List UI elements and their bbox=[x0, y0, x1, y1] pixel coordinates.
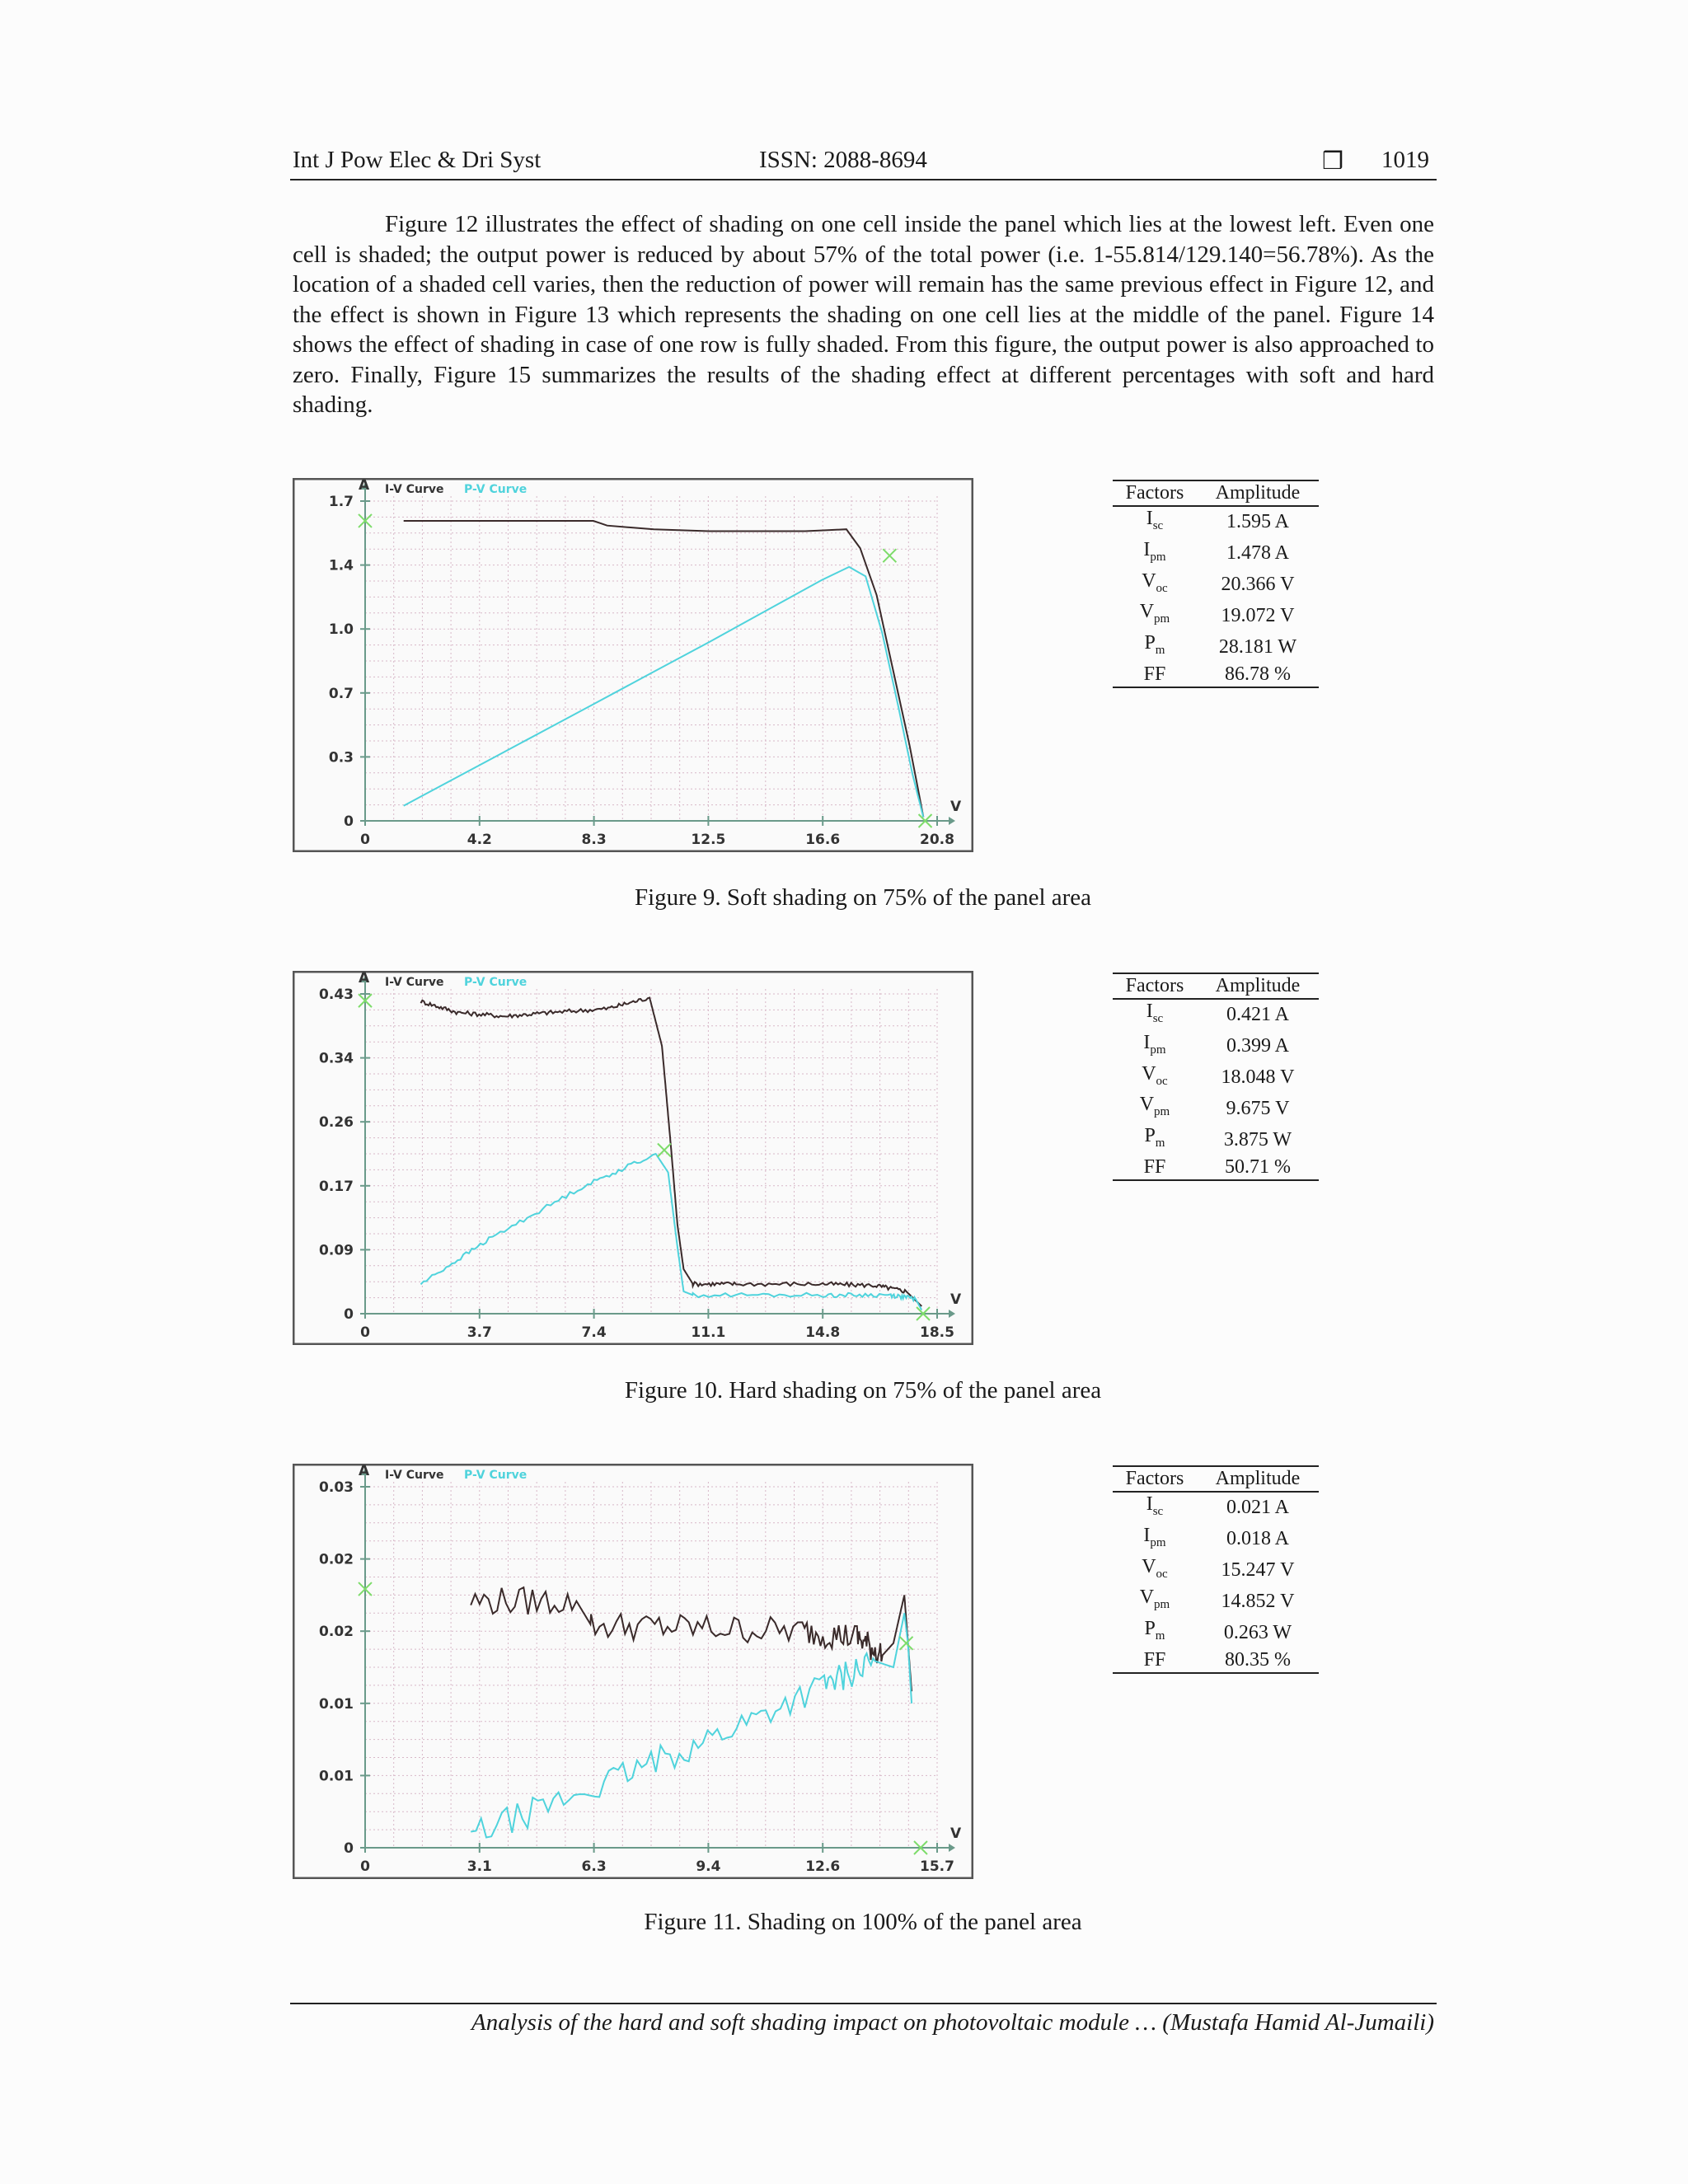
chart-frame bbox=[293, 1465, 973, 1878]
amplitude-cell: 1.478 A bbox=[1226, 542, 1289, 565]
x-tick-label: 8.3 bbox=[581, 832, 607, 848]
figure-9-chart bbox=[293, 478, 973, 852]
factor-cell: $P_m$ bbox=[1144, 1125, 1165, 1150]
factor-cell: $I_{sc}$ bbox=[1146, 508, 1164, 532]
amplitude-cell: 28.181 W bbox=[1218, 635, 1297, 658]
amplitude-cell: 0.399 A bbox=[1226, 1035, 1289, 1057]
factor-cell: $V_{oc}$ bbox=[1142, 1555, 1168, 1581]
table-row bbox=[1113, 1031, 1319, 1062]
amplitude-cell: 0.018 A bbox=[1226, 1528, 1289, 1550]
x-tick-label: 0 bbox=[360, 1324, 370, 1341]
factor-cell: $V_{oc}$ bbox=[1142, 569, 1168, 595]
factor-cell: $V_{pm}$ bbox=[1139, 1586, 1170, 1612]
amplitude-cell: 15.247 V bbox=[1221, 1558, 1295, 1581]
table-row bbox=[1113, 663, 1319, 687]
y-tick-label: 0.01 bbox=[319, 1768, 354, 1785]
table-row bbox=[1113, 1524, 1319, 1555]
y-tick-label: 0 bbox=[344, 813, 354, 830]
footer-rule bbox=[290, 2003, 1437, 2004]
factor-cell: $P_m$ bbox=[1144, 1618, 1165, 1643]
y-tick-label: 0.03 bbox=[319, 1479, 354, 1496]
y-tick-label: 0.02 bbox=[319, 1624, 354, 1641]
legend-pv: P-V Curve bbox=[464, 1469, 528, 1482]
amplitude-cell: 19.072 V bbox=[1221, 604, 1295, 626]
factors-header: Factors bbox=[1113, 973, 1197, 999]
body-paragraph-text: Figure 12 illustrates the effect of shading on one cell inside the panel which lies at the lowest left. Even one cell is shaded; the output power is reduced by about 57% of the total power (i.e. 1-55.814/129.140=56.78%). As the location of a shaded cell varies, then the reduction of power will remain has the same previous effect in Figure 12, and the effect is shown in Figure 13 which represents the shading on one cell lies at the middle of the panel. Figure 14 shows the effect of shading in case of one row is fully shaded. From this figure, the output power is also approached to zero. Finally, Figure 15 summarizes the results of the shading effect at different percentages with soft and hard shading. bbox=[293, 211, 1434, 418]
table-row bbox=[1113, 1155, 1319, 1180]
table-row bbox=[1113, 1586, 1319, 1617]
table-row bbox=[1113, 1492, 1319, 1524]
y-tick-label: 0.17 bbox=[319, 1178, 354, 1195]
amplitude-cell: 0.263 W bbox=[1223, 1621, 1292, 1643]
running-head-journal: Int J Pow Elec & Dri Syst bbox=[293, 147, 542, 173]
factor-cell: $V_{oc}$ bbox=[1142, 1062, 1168, 1088]
figure-11-chart bbox=[293, 1464, 973, 1875]
x-tick-label: 0 bbox=[360, 832, 370, 848]
y-tick-label: 0 bbox=[344, 1306, 354, 1323]
amplitude-cell: 0.021 A bbox=[1226, 1497, 1289, 1519]
amplitude-cell: 1.595 A bbox=[1226, 511, 1289, 533]
amplitude-header: Amplitude bbox=[1197, 1466, 1319, 1492]
chart-frame bbox=[293, 972, 973, 1344]
x-tick-label: 14.8 bbox=[805, 1324, 841, 1341]
legend-iv: I-V Curve bbox=[385, 1469, 444, 1482]
legend-iv: I-V Curve bbox=[385, 976, 444, 989]
table-row bbox=[1113, 538, 1319, 569]
table-row bbox=[1113, 1555, 1319, 1586]
figure-11-table bbox=[1113, 1465, 1319, 1674]
y-tick-label: 1.0 bbox=[328, 621, 354, 639]
x-axis-label: V bbox=[950, 1825, 962, 1842]
x-tick-label: 6.3 bbox=[581, 1858, 607, 1875]
x-tick-label: 12.6 bbox=[805, 1858, 841, 1875]
amplitude-header: Amplitude bbox=[1197, 973, 1319, 999]
y-tick-label: 0.09 bbox=[319, 1242, 354, 1259]
x-tick-label: 7.4 bbox=[581, 1324, 607, 1341]
amplitude-cell: 3.875 W bbox=[1223, 1128, 1292, 1151]
legend-iv: I-V Curve bbox=[385, 483, 444, 496]
x-tick-label: 9.4 bbox=[696, 1858, 721, 1875]
factor-cell: $I_{pm}$ bbox=[1143, 1031, 1166, 1057]
factor-cell: $I_{sc}$ bbox=[1146, 1493, 1164, 1518]
table-row bbox=[1113, 1062, 1319, 1094]
x-tick-label: 12.5 bbox=[691, 832, 726, 848]
factors-header: Factors bbox=[1113, 480, 1197, 506]
amplitude-cell: 9.675 V bbox=[1226, 1097, 1290, 1119]
header-rule bbox=[290, 179, 1437, 180]
amplitude-cell: 80.35 % bbox=[1197, 1648, 1319, 1673]
amplitude-cell: 0.421 A bbox=[1226, 1004, 1289, 1026]
x-tick-label: 3.7 bbox=[467, 1324, 492, 1341]
factors-header: Factors bbox=[1113, 1466, 1197, 1492]
y-tick-label: 0.26 bbox=[319, 1114, 354, 1132]
x-tick-label: 20.8 bbox=[920, 832, 954, 848]
y-axis-label: A bbox=[359, 478, 370, 494]
factor-cell: FF bbox=[1113, 1648, 1197, 1673]
x-tick-label: 18.5 bbox=[920, 1324, 954, 1341]
y-tick-label: 0.7 bbox=[328, 685, 354, 702]
figure-10-caption: Figure 10. Hard shading on 75% of the panel area bbox=[624, 1377, 1102, 1404]
figure-9-table bbox=[1113, 480, 1319, 688]
amplitude-cell: 20.366 V bbox=[1221, 573, 1295, 595]
amplitude-header: Amplitude bbox=[1197, 480, 1319, 506]
factor-cell: $I_{pm}$ bbox=[1143, 538, 1166, 564]
factor-cell: $P_m$ bbox=[1144, 632, 1165, 657]
y-tick-label: 0.34 bbox=[319, 1050, 354, 1067]
y-tick-label: 0.3 bbox=[328, 749, 354, 766]
running-head-issn: ISSN: 2088-8694 bbox=[759, 147, 927, 173]
factor-cell: FF bbox=[1113, 663, 1197, 687]
figure-9-caption: Figure 9. Soft shading on 75% of the panel area bbox=[634, 884, 1092, 911]
figure-10-table bbox=[1113, 972, 1319, 1181]
y-axis-label: A bbox=[359, 971, 370, 987]
x-tick-label: 3.1 bbox=[467, 1858, 492, 1875]
legend-pv: P-V Curve bbox=[464, 976, 528, 989]
amplitude-cell: 18.048 V bbox=[1221, 1066, 1295, 1088]
y-axis-label: A bbox=[359, 1464, 370, 1479]
y-tick-label: 0.43 bbox=[319, 987, 354, 1003]
factor-cell: $I_{sc}$ bbox=[1146, 1001, 1164, 1025]
amplitude-cell: 50.71 % bbox=[1197, 1155, 1319, 1180]
x-tick-label: 15.7 bbox=[920, 1858, 954, 1875]
table-row bbox=[1113, 1093, 1319, 1124]
y-tick-label: 0.02 bbox=[319, 1551, 354, 1568]
figure-10-chart bbox=[293, 971, 973, 1345]
x-tick-label: 0 bbox=[360, 1858, 370, 1875]
amplitude-cell: 86.78 % bbox=[1197, 663, 1319, 687]
table-row bbox=[1113, 999, 1319, 1031]
amplitude-cell: 14.852 V bbox=[1221, 1590, 1295, 1612]
table-row bbox=[1113, 1124, 1319, 1155]
y-tick-label: 1.7 bbox=[328, 494, 354, 510]
chart-frame bbox=[293, 479, 973, 851]
table-row bbox=[1113, 569, 1319, 601]
body-paragraph bbox=[293, 209, 1434, 420]
factor-cell: FF bbox=[1113, 1155, 1197, 1180]
x-tick-label: 11.1 bbox=[691, 1324, 726, 1341]
y-tick-label: 1.4 bbox=[328, 557, 354, 574]
running-footer: Analysis of the hard and soft shading impact on photovoltaic module … (Mustafa Hamid Al-Jumaili) bbox=[471, 2009, 1434, 2036]
table-row bbox=[1113, 1617, 1319, 1648]
x-axis-label: V bbox=[950, 799, 962, 815]
table-row bbox=[1113, 600, 1319, 631]
page-number: 1019 bbox=[1381, 147, 1429, 173]
factor-cell: $V_{pm}$ bbox=[1139, 601, 1170, 626]
page-box-icon: ❒ bbox=[1322, 148, 1343, 175]
table-row bbox=[1113, 506, 1319, 538]
y-tick-label: 0.01 bbox=[319, 1695, 354, 1713]
table-row bbox=[1113, 1648, 1319, 1673]
x-axis-label: V bbox=[950, 1291, 962, 1308]
x-tick-label: 16.6 bbox=[805, 832, 841, 848]
x-tick-label: 4.2 bbox=[467, 832, 492, 848]
y-tick-label: 0 bbox=[344, 1840, 354, 1857]
factor-cell: $V_{pm}$ bbox=[1139, 1094, 1170, 1119]
table-row bbox=[1113, 631, 1319, 663]
figure-11-caption: Figure 11. Shading on 100% of the panel area bbox=[644, 1909, 1082, 1935]
legend-pv: P-V Curve bbox=[464, 483, 528, 496]
factor-cell: $I_{pm}$ bbox=[1143, 1524, 1166, 1549]
